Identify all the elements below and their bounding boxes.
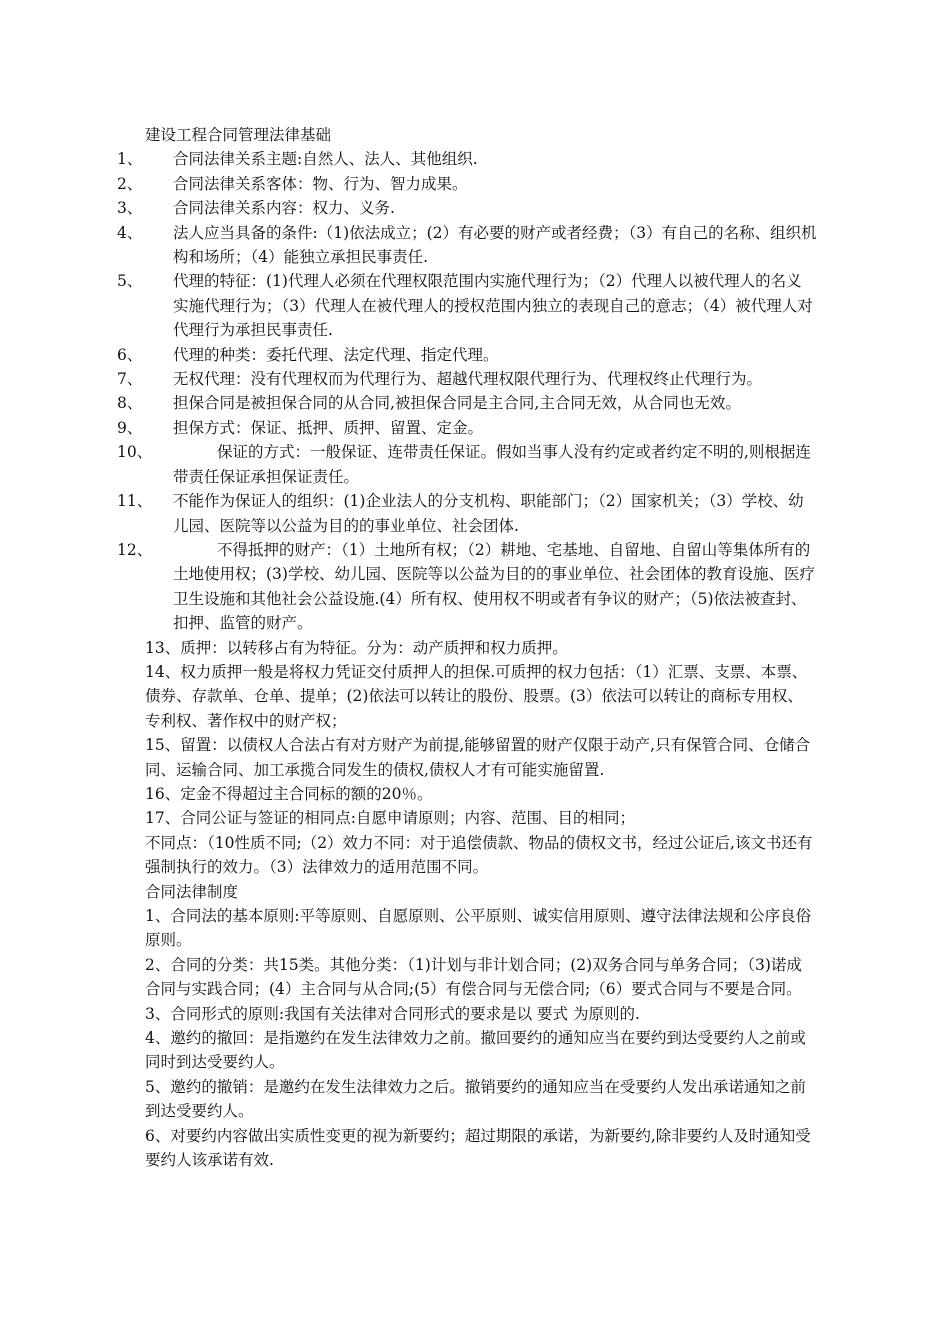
list-item [117,440,817,489]
item-number: 8、 [117,394,143,413]
item-text: 无权代理：没有代理权而为代理行为、超越代理权限代理行为、代理权终止代理行为。 [173,370,763,389]
item-text: 担保合同是被担保合同的从合同,被担保合同是主合同,主合同无效，从合同也无效。 [173,394,741,413]
item-number: 12、 [117,540,153,559]
item-text: 不得抵押的财产：（1）土地所有权；（2）耕地、宅基地、自留地、自留山等集体所有的土地使用权；(3)学校、幼儿园、医院等以公益为目的的事业单位、社会团体的教育设施、医疗卫生设施和其他社会公益设施.(4）所有权、使用权不明或者有争议的财产；（5)依法被查封、扣押、监管的财产。 [173,540,815,633]
item-number: 7、 [117,370,143,389]
item-number: 1、 [145,907,171,925]
item-number: 13、 [145,638,181,657]
list-item [145,1124,817,1173]
list-item [117,391,817,415]
list-item [117,196,817,220]
list-item [117,538,817,636]
item-number: 3、 [117,199,143,218]
item-text: 合同法律关系客体：物、行为、智力成果。 [173,174,468,193]
section1-list [117,147,817,830]
item-number: 3、 [145,1004,171,1023]
list-item [117,489,817,538]
item-number: 5、 [117,272,143,291]
list-item [117,416,817,440]
list-item [145,904,817,953]
section-heading: 合同法律制度 [145,882,239,901]
list-item [145,636,817,660]
item-text: 合同法的基本原则:平等原则、自愿原则、公平原则、诚实信用原则、遵守法律法规和公序良俗原则。 [145,907,812,950]
item-text: 合同的分类：共15类。其他分类：（1)计划与非计划合同；(2)双务合同与单务合同；（3)诺成合同与实践合同；(4）主合同与从合同;(5）有偿合同与无偿合同;（6）要式合同与不要是合同。 [145,955,802,999]
item-number: 11、 [117,492,153,511]
item-text: 邀约的撤销：是邀约在发生法律效力之后。撤销要约的通知应当在受要约人发出承诺通知之前到达受要约人。 [145,1077,806,1121]
item-number: 17、 [145,809,181,828]
document-title: 建设工程合同管理法律基础 [145,126,332,144]
item-text: 合同公证与签证的相同点:自愿申请原则；内容、范围、目的相同； [180,809,635,828]
list-item [145,782,817,806]
item-number: 2、 [117,174,143,193]
item-number: 1、 [117,150,143,169]
item-text: 法人应当具备的条件:（1)依法成立；(2）有必要的财产或者经费；（3）有自己的名称、组织机构和场所；（4）能独立承担民事责任. [173,223,817,267]
item-number: 14、 [145,662,181,681]
item-text: 代理的特征：(1)代理人必须在代理权限范围内实施代理行为；（2）代理人以被代理人的名义实施代理行为；（3）代理人在被代理人的授权范围内独立的表现自己的意志；（4）被代理人对代理行为承担民事责任. [173,272,813,340]
item-number: 6、 [145,1126,171,1145]
item-text: 合同法律关系主题:自然人、法人、其他组织. [173,150,478,169]
item-number: 4、 [117,223,143,242]
item-text: 代理的种类：委托代理、法定代理、指定代理。 [173,345,499,364]
list-item [145,733,817,782]
list-item [117,147,817,171]
list-item [145,660,817,733]
list-item [145,806,817,830]
section2-list [145,904,817,1172]
item-number: 15、 [145,736,181,755]
list-item [117,367,817,391]
item-number: 16、 [145,784,181,803]
item-text: 质押：以转移占有为特征。分为：动产质押和权力质押。 [180,638,568,657]
list-item [117,172,817,196]
list-item [145,1002,817,1026]
list-item [145,953,817,1002]
item-text: 留置：以债权人合法占有对方财产为前提,能够留置的财产仅限于动产,只有保管合同、仓储合同、运输合同、加工承揽合同发生的债权,债权人才有可能实施留置. [145,736,811,779]
item-text: 权力质押一般是将权力凭证交付质押人的担保.可质押的权力包括：（1）汇票、支票、本票、债券、存款单、仓单、提单；(2)依法可以转让的股份、股票。(3）依法可以转让的商标专用权、专利权、著作权中的财产权； [145,662,808,730]
item-text: 担保方式：保证、抵押、质押、留置、定金。 [173,418,484,437]
list-item [117,269,817,342]
item-number: 10、 [117,443,153,462]
item-number: 4、 [145,1029,171,1048]
item-number: 6、 [117,345,143,364]
item-number: 2、 [145,955,171,974]
list-item [145,1075,817,1124]
document-body [117,123,817,1172]
item-text: 保证的方式：一般保证、连带责任保证。假如当事人没有约定或者约定不明的,则根据连带责任保证承担保证责任。 [173,443,811,486]
item-text: 不能作为保证人的组织：(1)企业法人的分支机构、职能部门；（2）国家机关；（3）学校、幼儿园、医院等以公益为目的的事业单位、社会团体. [173,492,804,535]
item-text: 合同法律关系内容：权力、义务. [173,199,395,218]
item-text: 合同形式的原则:我国有关法律对合同形式的要求是以 要式 为原则的. [170,1004,640,1023]
item-text: 邀约的撤回：是指邀约在发生法律效力之前。撤回要约的通知应当在要约到达受要约人之前或同时到达受要约人。 [145,1029,806,1072]
list-item [117,343,817,367]
item-text: 对要约内容做出实质性变更的视为新要约；超过期限的承诺，为新要约,除非要约人及时通知受要约人该承诺有效. [145,1126,811,1170]
differences-paragraph: 不同点：（10性质不同;（2）效力不同：对于追偿债款、物品的债权文书，经过公证后,该文书还有强制执行的效力。（3）法律效力的适用范围不同。 [145,833,813,877]
item-text: 定金不得超过主合同标的额的20％。 [180,784,433,803]
item-number: 9、 [117,418,143,437]
list-item [117,221,817,270]
list-item [145,1026,817,1075]
item-number: 5、 [145,1077,171,1096]
